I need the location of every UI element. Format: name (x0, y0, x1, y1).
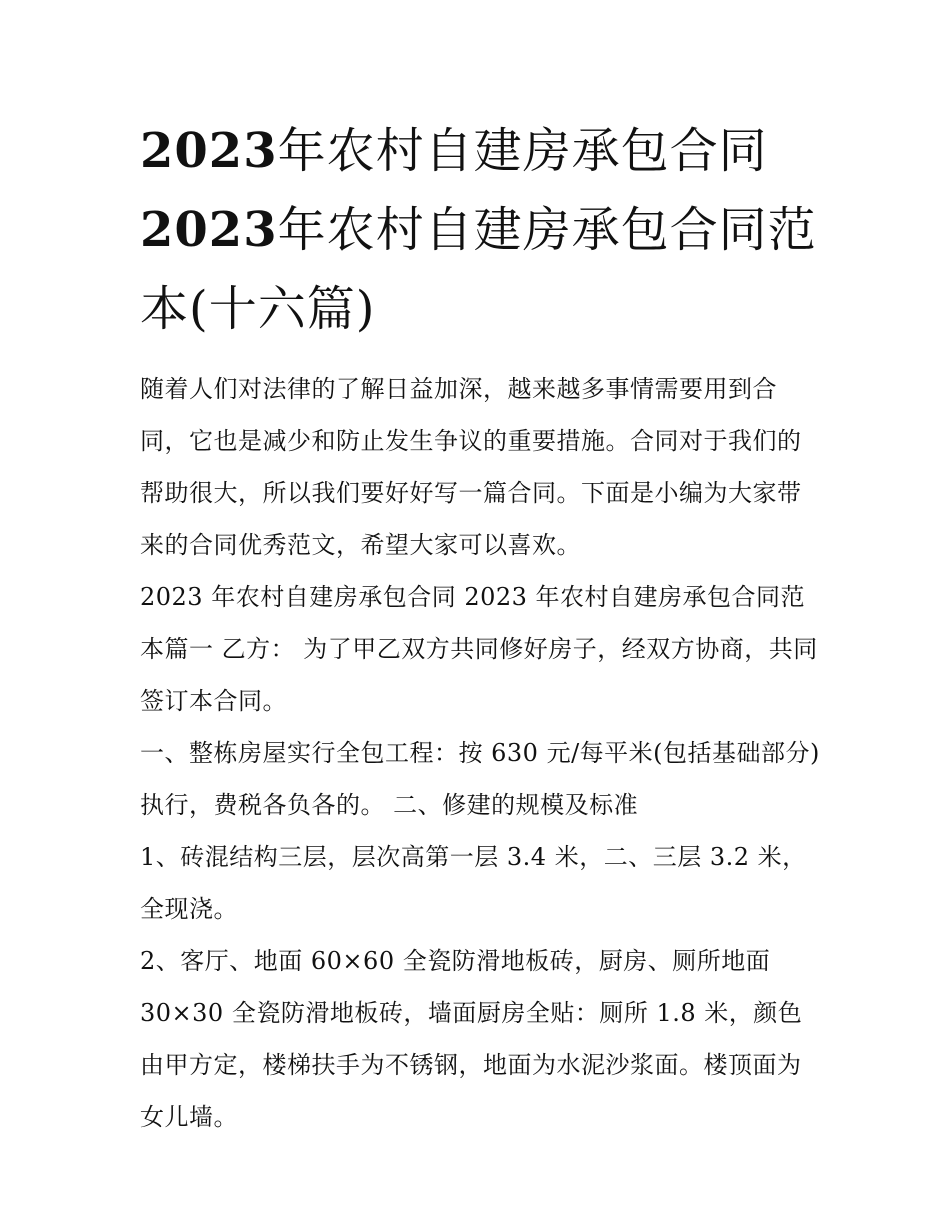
title-year-2: 2023 (140, 202, 278, 258)
contract-heading-paragraph: 2023 年农村自建房承包合同 2023 年农村自建房承包合同范本篇一 乙方： 为了甲乙双方共同修好房子，经双方协商，共同签订本合同。 (140, 583, 818, 715)
document-title (140, 112, 820, 349)
document-page (140, 112, 820, 1143)
clause-structure-paragraph: 1、砖混结构三层，层次高第一层 3.4 米，二、三层 3.2 米，全现浇。 (140, 843, 807, 923)
title-text-2: 年农村自建房承包合同范本(十六篇) (140, 202, 817, 337)
clause-one-paragraph: 一、整栋房屋实行全包工程：按 630 元/每平米(包括基础部分)执行，费税各负各的。 二、修建的规模及标准 (140, 739, 820, 819)
clause-flooring-paragraph: 2、客厅、地面 60×60 全瓷防滑地板砖，厨房、厕所地面 30×30 全瓷防滑地板砖，墙面厨房全贴：厕所 1.8 米，颜色由甲方定，楼梯扶手为不锈钢，地面为水泥沙浆面。楼顶面为女儿墙。 (140, 947, 803, 1131)
title-year-1: 2023 (140, 123, 278, 179)
intro-paragraph: 随着人们对法律的了解日益加深，越来越多事情需要用到合同，它也是减少和防止发生争议的重要措施。合同对于我们的帮助很大，所以我们要好好写一篇合同。下面是小编为大家带来的合同优秀范文，希望大家可以喜欢。 (140, 375, 802, 559)
title-text-1: 年农村自建房承包合同 (277, 123, 768, 179)
